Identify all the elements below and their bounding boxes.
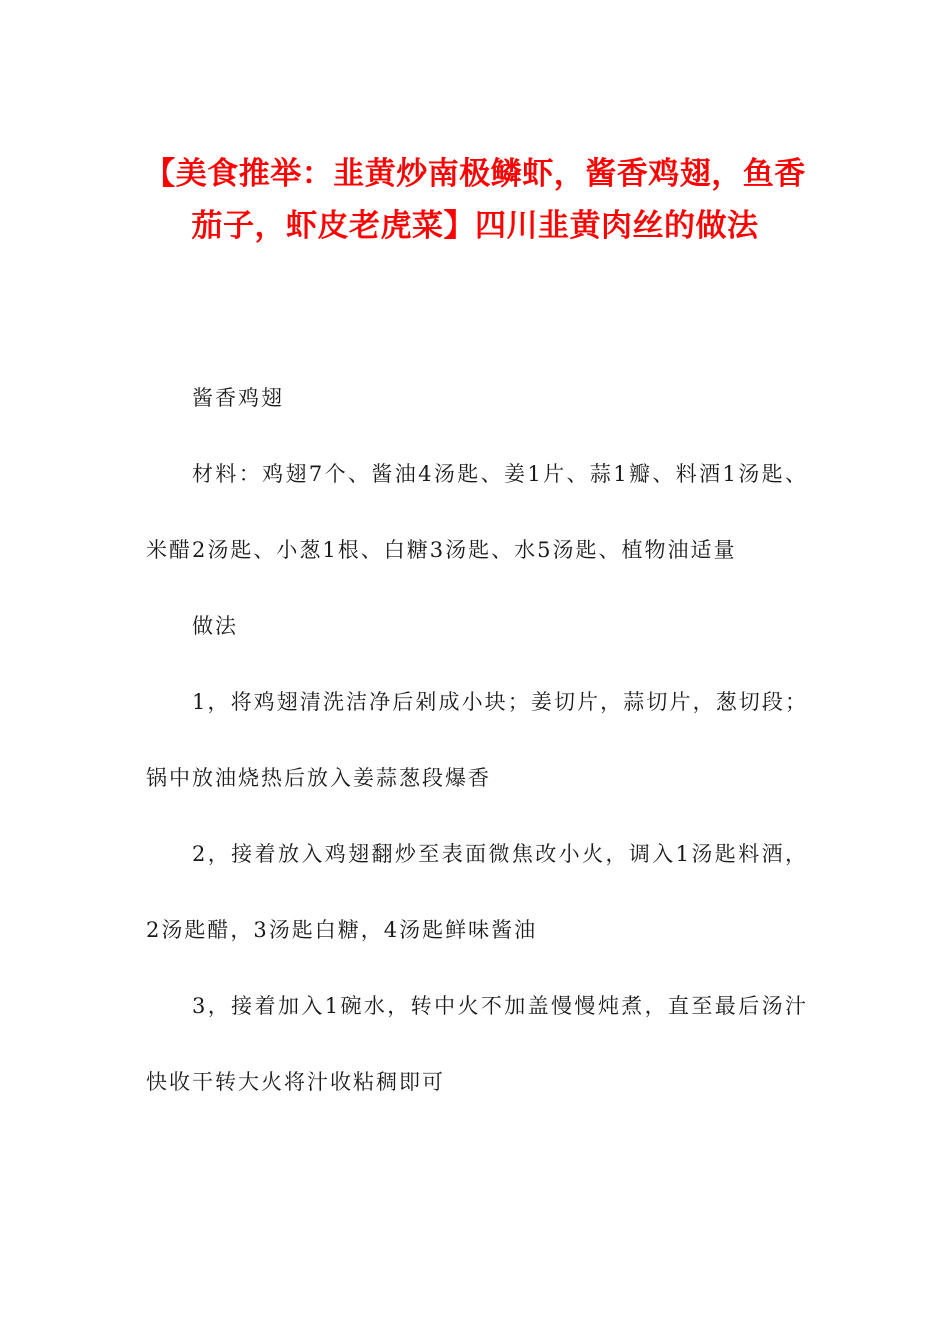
document-title: 【美食推举：韭黄炒南极鳞虾，酱香鸡翅，鱼香茄子，虾皮老虎菜】四川韭黄肉丝的做法 [144, 156, 806, 244]
step-3-paragraph: 3，接着加入1碗水，转中火不加盖慢慢炖煮，直至最后汤汁快收干转大火将汁收粘稠即可 [146, 994, 808, 1094]
method-heading: 做法 [192, 614, 238, 638]
step-1-paragraph: 1，将鸡翅清洗洁净后剁成小块；姜切片，蒜切片，葱切段；锅中放油烧热后放入姜蒜葱段爆香 [146, 690, 808, 790]
document-body [146, 360, 808, 1120]
section-heading-sauce-chicken-wings: 酱香鸡翅 [192, 386, 284, 410]
ingredients-paragraph: 材料：鸡翅7个、酱油4汤匙、姜1片、蒜1瓣、料酒1汤匙、米醋2汤匙、小葱1根、白糖3汤匙、水5汤匙、植物油适量 [146, 462, 808, 562]
step-2-paragraph: 2，接着放入鸡翅翻炒至表面微焦改小火，调入1汤匙料酒，2汤匙醋，3汤匙白糖，4汤匙鲜味酱油 [146, 842, 808, 942]
